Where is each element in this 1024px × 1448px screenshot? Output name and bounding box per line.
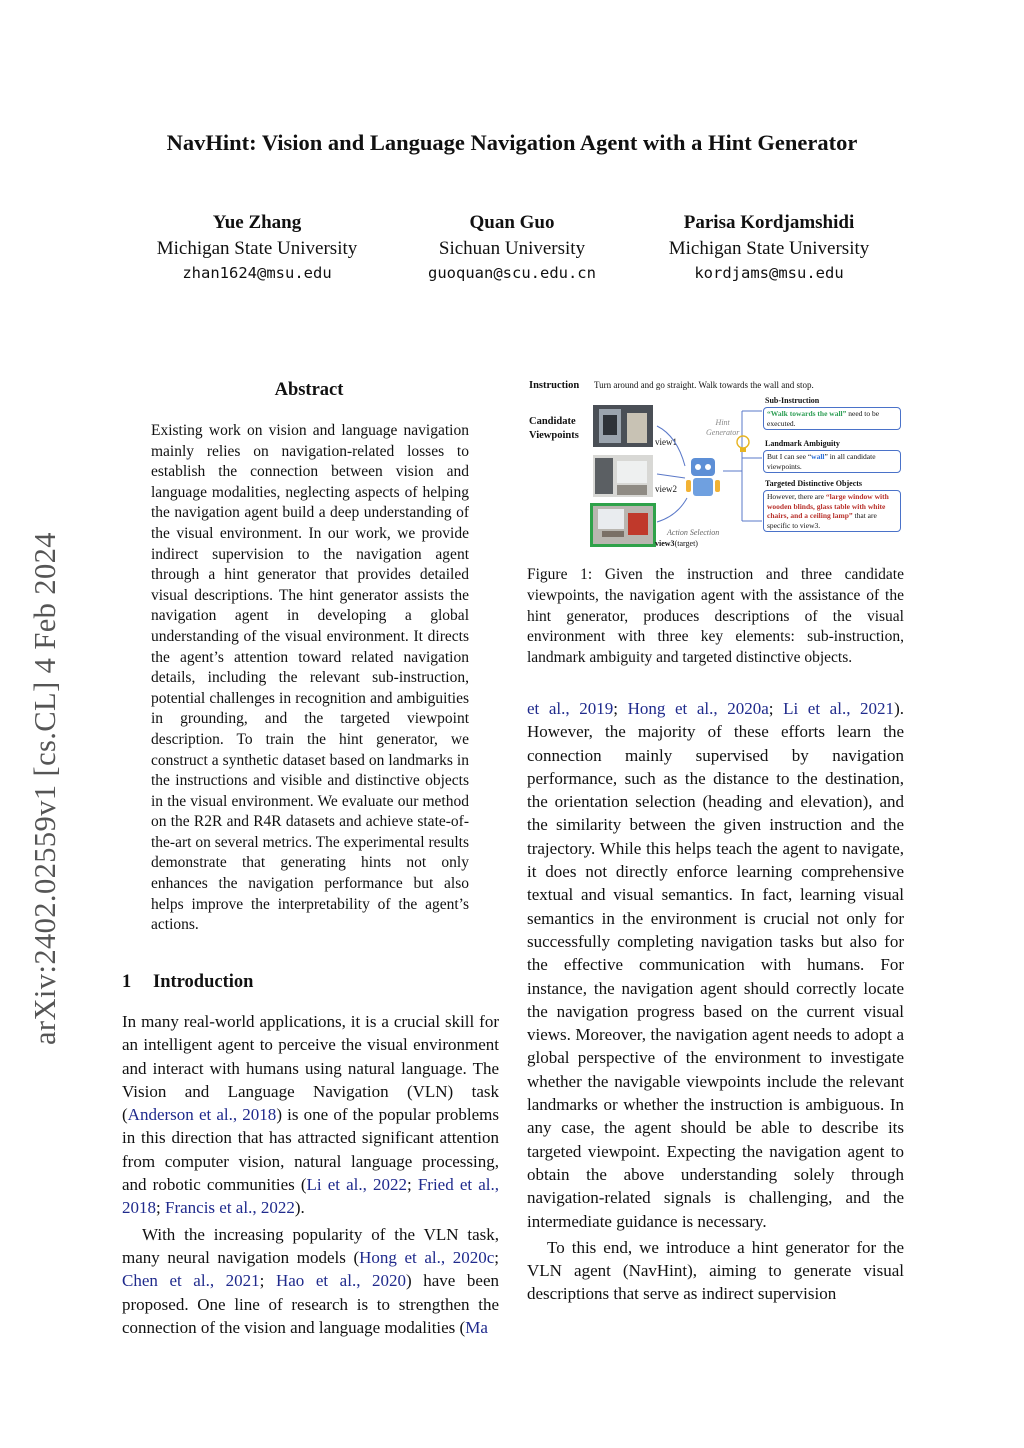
landmark-ambiguity-title: Landmark Ambiguity [765,439,840,448]
sub-instruction-title: Sub-Instruction [765,396,820,405]
targeted-objects-title: Targeted Distinctive Objects [765,479,863,488]
targeted-objects: “large window with wooden blinds, glass table with white chairs, and a ceiling lamp” [767,492,889,520]
abstract-heading: Abstract [274,380,344,400]
sub-instruction-quote: “Walk towards the wall” [767,409,847,418]
action-selection-label: Action Selection [667,528,720,537]
right-column-text [527,697,904,1306]
view1-label: view1 [655,437,677,447]
robot-icon [683,456,723,500]
text-run: ). However, the majority of these efforts learn the connection mainly supervised by navigation performance, such as the distance to the destination, the orientation selection (heading and elevation), and the similarity between the given instruction and the trajectory. While this helps teach the agent to navigate, it does not directly enforce learning comprehensive textual and visual semantics. In fact, learning visual semantics in the environment is crucial not only for successfully completing navigation tasks but also for the effective communication with humans. For instance, the navigation agent should correctly locate the navigation progress based on the current visual views. Moreover, the navigation agent needs to adopt a global perspective of the environment to investigate whether the navigable viewpoints include the relevant landmarks or whether the instruction is ambiguous. In any case, the agent should be able to describe its targeted viewpoint. Expecting the navigation agent to obtain the above understanding solely through navigation-related signals is challenging, and the intermediate guidance is necessary. [527,699,904,1231]
arxiv-stamp: arXiv:2402.02559v1 [cs.CL] 4 Feb 2024 [28,532,62,1045]
text-run: ) is one of the popular problems in this direction that has attracted significant attention from computer vision, natural language processing, and robotic communities ( [122,1105,499,1195]
figure-candidate-label: Candidate [529,416,576,427]
targeted-objects-box [763,490,901,532]
landmark-pre: But I can see “ [767,452,812,461]
text-run: ; [494,1247,500,1267]
text-run: ). [294,1198,305,1218]
targeted-post: that are specific to view3. [767,511,877,530]
intro-paragraph-1 [122,1010,499,1220]
view2-label: view2 [655,484,677,494]
abstract-text: Existing work on vision and language navigation mainly relies on navigation-related losses to establish the connection between vision and language modalities, neglecting aspects of helping the navigation agent build a deep understanding of the visual environment. In our work, we provide indirect supervision to the navigation agent through a hint generator that provides detailed visual descriptions. The hint generator assists the navigation agent in developing a global understanding of the visual environment. It directs the agent’s attention toward related navigation details, including the relevant sub-instruction, potential challenges in recognition and ambiguities in grounding, and the targeted viewpoint description. To train the hint generator, we construct a synthetic dataset based on landmarks in the instructions and visible and distinctive objects in the visual environment. We evaluate our method on the R2R and R4R datasets and achieve state-of-the-art on several metrics. The experimental results demonstrate that generating hints not only enhances the navigation performance but also helps improve the interpretability of the agent’s actions. [151,422,469,934]
citation-link[interactable]: Fried et al., 2018 [122,1175,499,1218]
hint-generator-line1: Hint [715,418,730,427]
citation-link[interactable]: Hao et al., 2020 [275,1271,407,1291]
figure-instruction-text: Turn around and go straight. Walk towards the wall and stop. [594,380,814,390]
text-run: With the increasing popularity of the VLN task, many neural navigation models ( [122,1224,499,1267]
citation-link[interactable]: Hong et al., 2020c [359,1247,495,1267]
author-affiliation: Sichuan University [438,238,586,259]
view3-suffix: (target) [674,539,698,548]
left-column-text [122,1010,499,1339]
text-run: ) have been proposed. One line of research is to strengthen the connection of the vision and language modalities ( [122,1271,500,1337]
author-block-2 [362,210,662,286]
author-email: guoquan@scu.edu.cn [428,264,596,282]
citation-link[interactable]: Anderson et al., 2018 [127,1105,277,1125]
figure-1 [527,376,907,556]
citation-link[interactable]: Chen et al., 2021 [122,1271,260,1291]
figure-caption [527,565,904,669]
intro-paragraph-4: To this end, we introduce a hint generator for the VLN agent (NavHint), aiming to generate visual descriptions that serve as indirect supervision [527,1237,904,1304]
citation-link[interactable]: et al., 2019 [527,699,614,718]
intro-paragraph-2 [122,1223,499,1339]
author-name: Parisa Kordjamshidi [683,212,855,233]
landmark-post: ” in all candidate viewpoints. [767,452,876,471]
paper-title: NavHint: Vision and Language Navigation Agent with a Hint Generator [166,130,858,155]
citation-link[interactable]: Francis et al., 2022 [164,1198,295,1218]
citation-link[interactable]: Li et al., 2021 [783,699,895,718]
citation-link[interactable]: Ma [465,1317,488,1337]
sub-instruction-rest: need to be executed. [767,409,880,428]
author-name: Yue Zhang [212,212,302,233]
targeted-pre: However, there are [767,492,826,501]
author-email: zhan1624@msu.edu [182,264,332,282]
text-run: ; [259,1271,276,1291]
text-run: ; [407,1175,418,1195]
landmark-ambiguity-box [763,450,901,473]
section-number: 1 [122,972,132,992]
author-email: kordjams@msu.edu [694,264,844,282]
author-name: Quan Guo [469,212,555,233]
caption-text: Given the instruction and three candidate viewpoints, the navigation agent with the assistance of the hint generator, produces descriptions of the visual environment with three key elements: sub-instruction, landmark ambiguity and targeted distinctive objects. [527,566,904,667]
text-run: ; [613,699,628,718]
text-run: In many real-world applications, it is a crucial skill for an intelligent agent to perceive the visual environment and interact with humans using natural language. The Vision and Language Navigation (VLN) task ( [122,1012,499,1125]
text-run: ; [768,699,784,718]
caption-label: Figure 1: [527,566,593,583]
text-run: ; [156,1198,165,1218]
section-title: Introduction [153,972,254,992]
landmark-word: wall [811,452,825,461]
citation-link[interactable]: Hong et al., 2020a [627,699,769,718]
view3-name: view3 [655,539,675,548]
intro-paragraph-3 [527,697,904,1233]
section-heading [122,972,253,993]
sub-instruction-box [763,407,901,430]
figure-instruction-label: Instruction [529,380,580,391]
hint-generator-label [706,418,739,438]
hint-generator-line2: Generator [706,428,740,437]
citation-link[interactable]: Li et al., 2022 [306,1175,407,1195]
author-affiliation: Michigan State University [156,238,358,259]
author-affiliation: Michigan State University [668,238,870,259]
author-block-3 [619,210,919,286]
figure-viewpoints-label: Viewpoints [529,430,579,441]
